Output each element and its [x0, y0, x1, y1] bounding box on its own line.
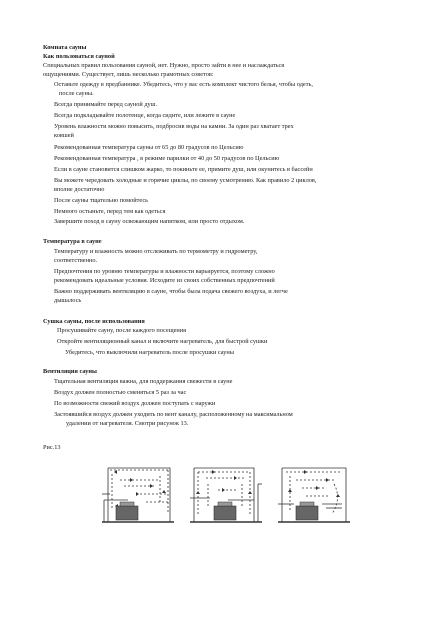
- list-item: После сауны тщательно помойтесь: [54, 197, 148, 204]
- list-item: Немного остыньте, перед тем как одеться: [54, 208, 166, 215]
- list-item: удалении от нагревателя. Смотри рисунок 13.: [66, 420, 189, 427]
- list-item: Откройте вентиляционный канал и включите нагреватель, для быстрой сушки: [57, 338, 268, 345]
- intro-line: ощущениями. Существует, лишь несколько грамотных советов:: [43, 71, 214, 78]
- intro-line: Специальных правил пользования сауной, нет. Нужно, просто зайти в нее и наслаждаться: [43, 62, 285, 69]
- list-item: Вы можете чередовать холодные и горячие циклы, по своему усмотрению. Как правило 2 циклов,: [54, 177, 317, 184]
- list-item: ковшей: [54, 132, 74, 139]
- sauna-ventilation-diagram-1-icon: [100, 464, 176, 526]
- list-item: Всегда принимайте перед сауной душ.: [54, 101, 158, 108]
- section-heading-ventilation: Вентиляция сауны: [43, 368, 97, 375]
- list-item: Предпочтения по уровню температуры и влажности варьируется, поэтому сложно: [54, 268, 275, 275]
- list-item: дышалось: [54, 297, 82, 304]
- figure-caption: Рис.13: [43, 444, 61, 451]
- list-item: По возможности свежий воздух должен поступать с наружи: [54, 400, 216, 407]
- sauna-ventilation-diagram-2-icon: [188, 464, 264, 526]
- list-item: Рекомендованная температура , в режиме парилки от 40 до 50 градусов по Цельсию: [54, 155, 280, 162]
- list-item: рекомендовать идеальные условия. Исходите из своих собственных предпочтений: [54, 277, 275, 284]
- list-item: Просушивайте сауну, после каждого посещения: [57, 327, 186, 334]
- list-item: Воздух должен полностью сменяться 5 раз за час: [54, 389, 187, 396]
- list-item: Уровень влажности можно повысить, подбросив воды на камни. За один раз хватает трех: [54, 123, 294, 130]
- section-heading-temperature: Температура в сауне: [43, 238, 102, 245]
- list-item: Оставьте одежду в предбаннике. Убедитесь, что у вас есть комплект чистого белья, чтобы одеть,: [54, 81, 313, 88]
- doc-title: Комната сауны: [43, 44, 87, 51]
- sauna-ventilation-diagram-3-icon: [276, 464, 352, 526]
- list-item: Завершите поход в сауну освежающим напитком, или просто отдыхом.: [54, 218, 245, 225]
- list-item: соответственно.: [54, 257, 98, 264]
- list-item: Убедитесь, что выключили нагреватель после просушки сауны: [65, 349, 234, 356]
- list-item: после сауны.: [59, 90, 94, 97]
- list-item: Температуру и влажность можно отслеживать по термометру и гидрометру,: [54, 248, 258, 255]
- list-item: вполне достаточно: [54, 186, 105, 193]
- list-item: Важно поддерживать вентиляцию в сауне, чтобы была подача свежего воздуха, и легче: [54, 288, 288, 295]
- list-item: Всегда подкладывайте полотенце, когда сидите, или лежите в сауне: [54, 112, 236, 119]
- figure-13: [100, 464, 354, 526]
- list-item: Тщательная вентиляция важна, для поддержания свежести в сауне: [54, 378, 233, 385]
- section-heading-drying: Сушка сауны, после использования: [43, 318, 145, 325]
- list-item: Если в сауне становится слишком жарко, то покиньте ее, примите душ, или окунитесь в бассейн: [54, 166, 313, 173]
- list-item: Рекомендованная температура сауны от 65 до 80 градусов по Цельсию: [54, 144, 244, 151]
- section-heading-usage: Как пользоваться сауной: [43, 53, 115, 60]
- list-item: Застоявшийся воздух должен уходить по вент каналу, расположенному на максимальном: [54, 411, 293, 418]
